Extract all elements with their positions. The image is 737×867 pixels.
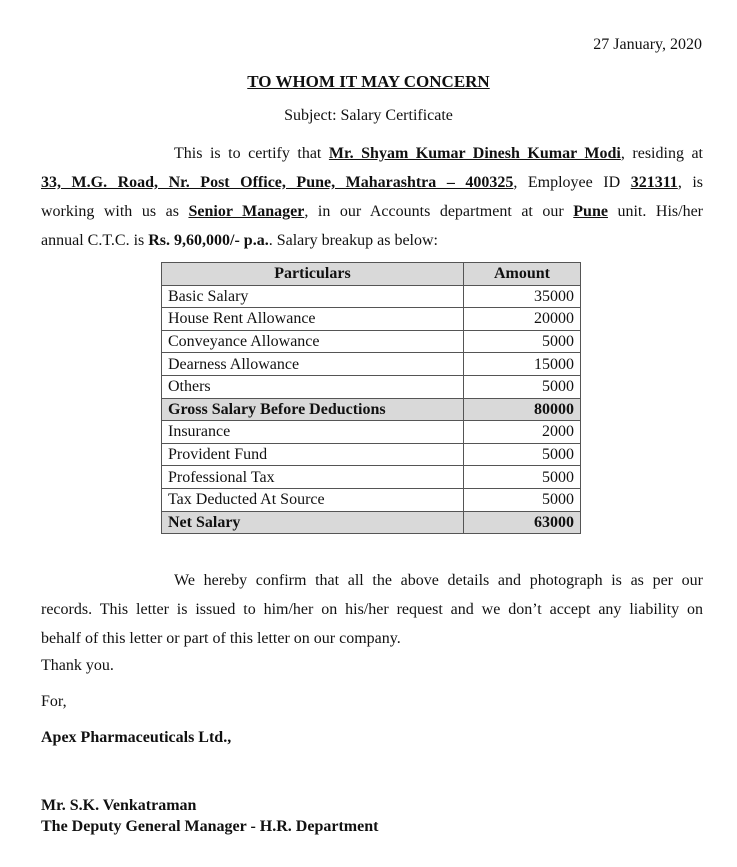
for-label: For, (41, 693, 67, 710)
employee-address: 33, M.G. Road, Nr. Post Office, Pune, Maharashtra – 400325 (41, 174, 514, 191)
confirmation-text: We hereby confirm that all the above details and photograph is as per our (174, 572, 703, 589)
confirmation-line-1 (41, 566, 703, 595)
row-amount: 5000 (464, 466, 581, 489)
salary-breakup-table (161, 262, 581, 534)
intro-text: , Employee ID (513, 174, 631, 191)
table-row (162, 421, 581, 444)
intro-text: , in our Accounts department at our (304, 203, 574, 220)
row-label: Professional Tax (162, 466, 464, 489)
confirmation-line-3: behalf of this letter or part of this letter on our company. (41, 630, 401, 647)
annual-ctc: Rs. 9,60,000/- p.a. (148, 232, 269, 249)
intro-text: This is to certify that (174, 145, 329, 162)
particulars-header: Particulars (162, 263, 464, 286)
letter-heading: TO WHOM IT MAY CONCERN (247, 72, 490, 91)
row-label: Tax Deducted At Source (162, 488, 464, 511)
intro-line-1 (41, 139, 703, 168)
table-row (162, 466, 581, 489)
row-label: Others (162, 375, 464, 398)
signatory-name: Mr. S.K. Venkatraman (41, 797, 197, 814)
intro-text: , residing at (620, 145, 703, 162)
confirmation-paragraph (41, 566, 703, 653)
row-amount: 2000 (464, 421, 581, 444)
employee-id: 321311 (630, 174, 678, 191)
confirmation-line-2: records. This letter is issued to him/her on his/her request and we don’t accept any liability on (41, 601, 703, 618)
row-amount: 5000 (464, 488, 581, 511)
intro-text: . Salary breakup as below: (268, 232, 438, 249)
signatory-title: The Deputy General Manager - H.R. Department (41, 818, 379, 835)
employee-name: Mr. Shyam Kumar Dinesh Kumar Modi (328, 145, 621, 162)
net-salary-row (162, 511, 581, 534)
intro-line-3 (41, 197, 703, 226)
unit-location: Pune (573, 203, 608, 220)
intro-text: working with us as (41, 203, 189, 220)
table-row (162, 330, 581, 353)
company-name: Apex Pharmaceuticals Ltd., (41, 729, 232, 746)
row-amount: 5000 (464, 375, 581, 398)
table-row (162, 443, 581, 466)
intro-paragraph (41, 139, 703, 255)
letter-date: 27 January, 2020 (593, 36, 702, 53)
thank-you-text: Thank you. (41, 657, 114, 674)
table-row (162, 353, 581, 376)
table-row (162, 285, 581, 308)
row-label: Basic Salary (162, 285, 464, 308)
intro-text: annual C.T.C. is (41, 232, 149, 249)
row-label: Conveyance Allowance (162, 330, 464, 353)
row-label: Net Salary (162, 511, 464, 534)
row-amount: 35000 (464, 285, 581, 308)
intro-line-4 (41, 226, 703, 255)
row-amount: 80000 (464, 398, 581, 421)
row-amount: 63000 (464, 511, 581, 534)
row-amount: 15000 (464, 353, 581, 376)
table-row (162, 375, 581, 398)
row-label: Provident Fund (162, 443, 464, 466)
table-header-row (162, 263, 581, 286)
table-row (162, 308, 581, 331)
row-label: Gross Salary Before Deductions (162, 398, 464, 421)
amount-header: Amount (464, 263, 581, 286)
row-label: Insurance (162, 421, 464, 444)
row-amount: 20000 (464, 308, 581, 331)
table-row (162, 488, 581, 511)
intro-line-2 (41, 168, 703, 197)
intro-text: , is (677, 174, 704, 191)
row-amount: 5000 (464, 330, 581, 353)
designation: Senior Manager (188, 203, 305, 220)
row-label: Dearness Allowance (162, 353, 464, 376)
gross-salary-row (162, 398, 581, 421)
row-amount: 5000 (464, 443, 581, 466)
row-label: House Rent Allowance (162, 308, 464, 331)
letter-subject: Subject: Salary Certificate (284, 107, 453, 124)
intro-text: unit. His/her (607, 203, 704, 220)
